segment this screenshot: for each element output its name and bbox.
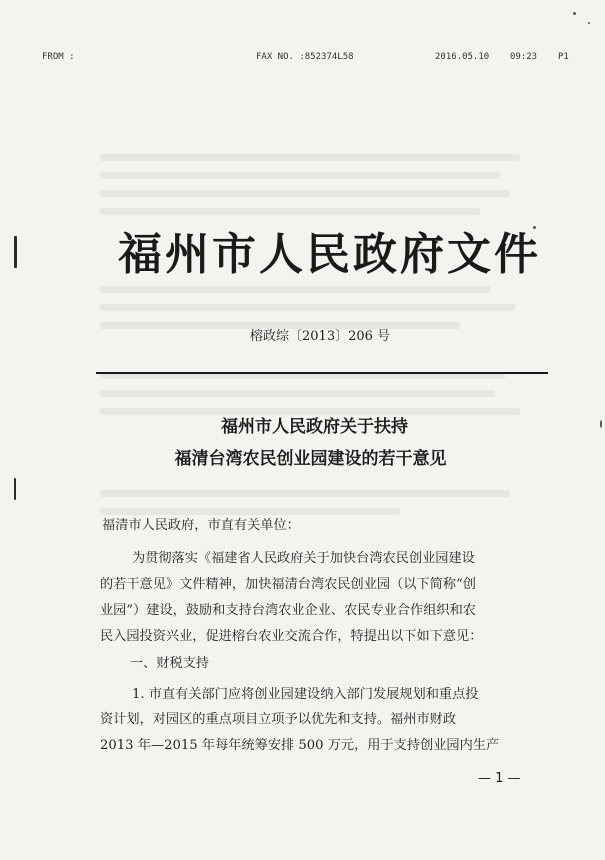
body-line: 民入园投资兴业，促进榕台农业交流合作，特提出以下如下意见： [100, 629, 483, 644]
page-number: — 1 — [478, 771, 521, 786]
main-title-line-2: 福清台湾农民创业园建设的若干意见 [174, 449, 447, 469]
binding-mark [14, 236, 17, 268]
fax-time: 09:23 [510, 52, 538, 62]
document-number: 榕政综〔2013〕206 号 [250, 329, 391, 344]
item-line: 1. 市直有关部门应将创业园建设纳入部门发展规划和重点投 [132, 687, 479, 702]
issuer-title: 福州市人民政府文件 [118, 229, 541, 280]
fax-date: 2016.05.10 [435, 52, 490, 62]
fax-header [42, 52, 577, 66]
scan-speck [573, 12, 576, 15]
scan-speck [533, 226, 536, 229]
body-line: 为贯彻落实《福建省人民政府关于加快台湾农民创业园建设 [132, 551, 475, 566]
fax-number: FAX NO. :852374L58 [256, 52, 354, 62]
fax-from: FROM : [42, 52, 75, 62]
item-line: 2013 年—2015 年每年统筹安排 500 万元，用于支持创业园内生产 [100, 738, 500, 753]
body-line: 的若干意见》文件精神，加快福清台湾农民创业园（以下简称“创 [100, 577, 476, 592]
scan-speck [588, 22, 590, 24]
item-line: 资计划，对园区的重点项目立项予以优先和支持。福州市财政 [100, 712, 457, 727]
header-rule [96, 372, 548, 374]
main-title-line-1: 福州市人民政府关于扶持 [221, 417, 408, 437]
scan-speck [600, 420, 602, 428]
addressee: 福清市人民政府，市直有关单位： [102, 518, 300, 533]
section-heading: 一、财税支持 [130, 656, 210, 671]
body-line: 业园”）建设，鼓励和支持台湾农业企业、农民专业合作组织和农 [100, 603, 476, 618]
fax-page: P1 [558, 52, 569, 62]
binding-mark [14, 478, 16, 500]
